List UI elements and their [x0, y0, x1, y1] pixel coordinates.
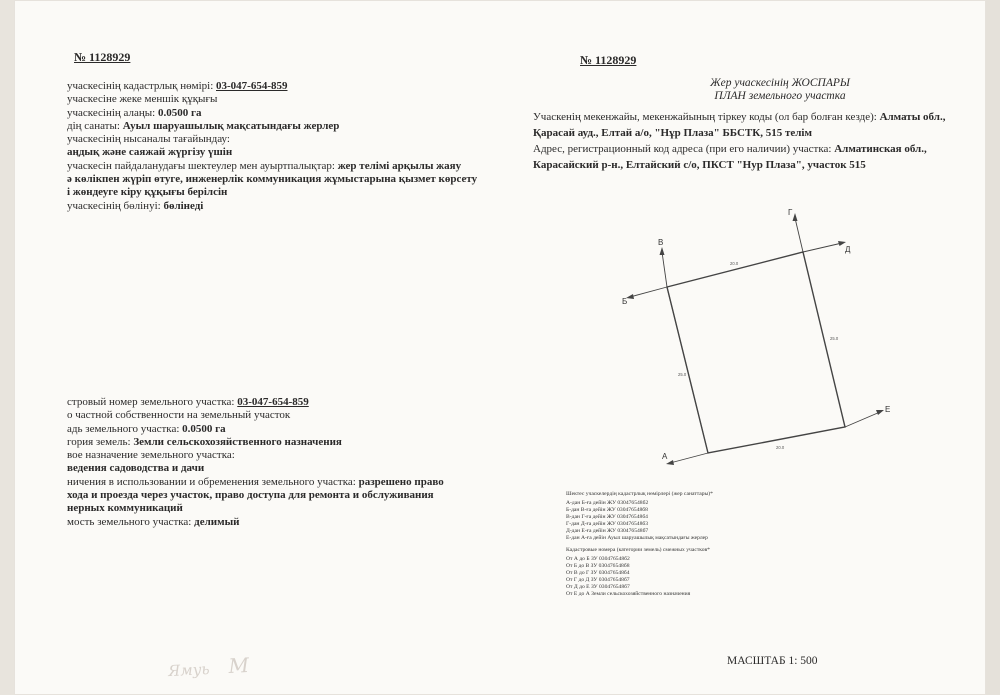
kz-field-label: учаскесіне жеке меншік құқығы	[67, 93, 218, 106]
left-ru-block	[67, 396, 444, 529]
plan-title-kz: Жер учаскесінің ЖОСПАРЫ	[710, 77, 850, 89]
kz-field-line	[67, 160, 477, 173]
side-label-right: 25.0	[830, 336, 839, 341]
kz-field-label: учаскесінің алаңы:	[67, 106, 158, 119]
kz-field-value: 0.0500 га	[157, 106, 202, 119]
ru-field-label: адь земельного участка:	[67, 422, 183, 435]
side-label-bottom: 20.0	[776, 445, 785, 450]
kz-field-line	[67, 186, 477, 199]
kz-field-line	[67, 107, 477, 120]
ru-field-line	[67, 516, 444, 529]
ru-field-line	[67, 409, 444, 422]
axis-letter-g: Г	[788, 208, 793, 217]
ru-field-line	[67, 396, 444, 409]
ru-field-value: разрешено право	[358, 475, 444, 488]
kz-field-value: і жөндеуге кіру құқығы берілсін	[67, 186, 228, 199]
neighbors-kz-header: Шектес учаскелердің кадастрлық нөмірлері (жер санаттары)*	[566, 491, 713, 497]
land-plot-plan	[600, 200, 900, 475]
axis-letter-a: А	[662, 452, 668, 461]
doc-number-left: № 1128929	[74, 50, 131, 64]
ru-field-line	[67, 489, 444, 502]
address-kz	[533, 109, 945, 173]
ru-field-value: нерных коммуникаций	[67, 502, 183, 515]
address-kz-value-2: Қарасай ауд., Елтай а/о, "Нұр Плаза" ББСТК, 515 телім	[533, 127, 812, 139]
arrow-e-icon	[876, 410, 884, 415]
neighbors-kz-item: В-дан Г-ға дейін ЖУ 030476548б4	[566, 513, 648, 520]
kz-field-value: Ауыл шаруашылық мақсатындағы жерлер	[122, 119, 340, 132]
kz-field-line	[67, 120, 477, 133]
faded-signature: Ямуь М	[167, 652, 250, 681]
kz-field-line	[67, 146, 477, 159]
ru-field-label: мость земельного участка:	[67, 515, 195, 528]
kz-field-label: учаскесінің кадастрлық нөмірі:	[67, 80, 216, 92]
address-ru-value-2: Карасайский р-н., Елтайский с/о, ПКСТ "Нур Плаза", участок 515	[533, 159, 866, 171]
line-to-d	[803, 243, 842, 252]
ru-field-label: ничения в использовании и обременения земельного участка:	[67, 475, 359, 488]
axis-letter-d: Д	[845, 245, 851, 254]
axis-letter-b: Б	[622, 297, 628, 306]
kz-field-line	[67, 133, 477, 146]
neighbors-kz-item: Г-дан Д-ға дейін ЖУ 030476548б3	[566, 520, 649, 527]
kz-field-label: дің санаты:	[67, 119, 123, 132]
ru-field-value: 0.0500 га	[182, 422, 226, 435]
neighbors-kz-item: Б-дан В-ға дейін ЖУ 030476548б8	[566, 506, 648, 513]
side-label-left: 25.0	[678, 372, 687, 377]
neighbors-ru-item: От Г до Д ЗУ 030476548б7	[566, 576, 630, 583]
kz-field-line	[67, 173, 477, 186]
doc-number-right: № 1128929	[580, 53, 637, 67]
neighbors-kz-item: А-дан Б-ға дейін ЖУ 030476548б2	[566, 499, 649, 506]
plan-scale: МАСШТАБ 1: 500	[727, 655, 818, 667]
neighbors-ru-item: От А до Б ЗУ 030476548б2	[566, 555, 630, 562]
ru-field-value: делимый	[194, 515, 240, 528]
ru-field-line	[67, 436, 444, 449]
neighbors-ru-header: Кадастровые номера (категории земель) смежных участков*	[566, 547, 710, 553]
ru-field-line	[67, 449, 444, 462]
neighbors-ru-item: От Д до Е ЗУ 030476548б7	[566, 583, 630, 590]
kz-field-value: жер телімі арқылы жаяу	[337, 159, 462, 172]
kz-field-line	[67, 80, 477, 93]
address-kz-label: Учаскенің мекенжайы, мекенжайының тіркеу коды (ол бар болған кезде):	[533, 111, 880, 123]
ru-field-value: хода и проезда через участок, право доступа для ремонта и обслуживания	[67, 489, 434, 502]
line-to-b	[630, 287, 667, 297]
ru-field-line	[67, 476, 444, 489]
neighbors-kz-item: Е-дан А-ға дейін Ауыл шаруашылық мақсатындағы жерлер	[566, 535, 708, 542]
ru-field-value: ведения садоводства и дачи	[67, 462, 205, 475]
ru-field-value: 03-047-654-859	[237, 396, 309, 408]
line-to-v	[662, 252, 667, 287]
address-kz-value-1: Алматы обл.,	[879, 111, 946, 123]
plan-title-ru: ПЛАН земельного участка	[714, 90, 846, 102]
axis-letter-v: В	[658, 238, 664, 247]
ru-field-value: Земли сельскохозяйственного назначения	[133, 435, 342, 448]
left-kz-block	[67, 80, 477, 213]
kz-field-value: бөлінеді	[163, 199, 204, 212]
scan-right-edge	[986, 0, 1000, 695]
scan-left-edge	[0, 0, 14, 695]
neighbors-ru-item: От Б до В ЗУ 030476548б8	[566, 562, 630, 569]
address-ru-label: Адрес, регистрационный код адреса (при его наличии) участка:	[533, 143, 835, 155]
line-to-a	[670, 453, 708, 463]
ru-field-line	[67, 462, 444, 475]
kz-field-line	[67, 200, 477, 213]
kz-field-value: аңдық және саяжай жүргізу үшін	[67, 146, 233, 159]
line-to-e	[845, 412, 880, 427]
ru-field-line	[67, 502, 444, 515]
line-a-v	[667, 287, 708, 453]
arrow-v-icon	[660, 247, 665, 255]
kz-field-value: 03-047-654-859	[216, 80, 288, 92]
arrow-g-icon	[793, 213, 798, 221]
address-ru-value-1: Алматинская обл.,	[834, 143, 927, 155]
neighbors-ru-item: От Е до А Земли сельскохозяйственного назначения	[566, 591, 691, 598]
ru-field-label: о частной собственности на земельный участок	[67, 409, 291, 422]
side-label-top: 20.0	[730, 261, 739, 266]
kz-field-label: учаскесінің бөлінуі:	[67, 199, 164, 212]
plot-boundary	[667, 252, 845, 453]
ru-field-label: стровый номер земельного участка:	[67, 396, 238, 408]
ru-field-label: гория земель:	[67, 435, 134, 448]
neighbors-ru-list	[566, 547, 710, 598]
ru-field-line	[67, 423, 444, 436]
neighbors-kz-item: Д-дан Е-ға дейін ЖУ 030476548б7	[566, 527, 649, 534]
kz-field-label: учаскесін пайдаланудағы шектеулер мен ауыртпалықтар:	[67, 159, 338, 172]
kz-field-line	[67, 93, 477, 106]
axis-letter-e: Е	[885, 405, 891, 414]
line-to-g	[795, 218, 803, 252]
kz-field-label: учаскесінің нысаналы тағайындау:	[67, 133, 230, 146]
kz-field-value: ә көлікпен жүріп өтуге, инженерлік коммуникация жұмыстарына қызмет көрсету	[67, 173, 478, 186]
neighbors-ru-item: От В до Г ЗУ 030476548б4	[566, 569, 630, 576]
ru-field-label: вое назначение земельного участка:	[67, 449, 235, 462]
neighbors-kz-list	[566, 491, 713, 542]
